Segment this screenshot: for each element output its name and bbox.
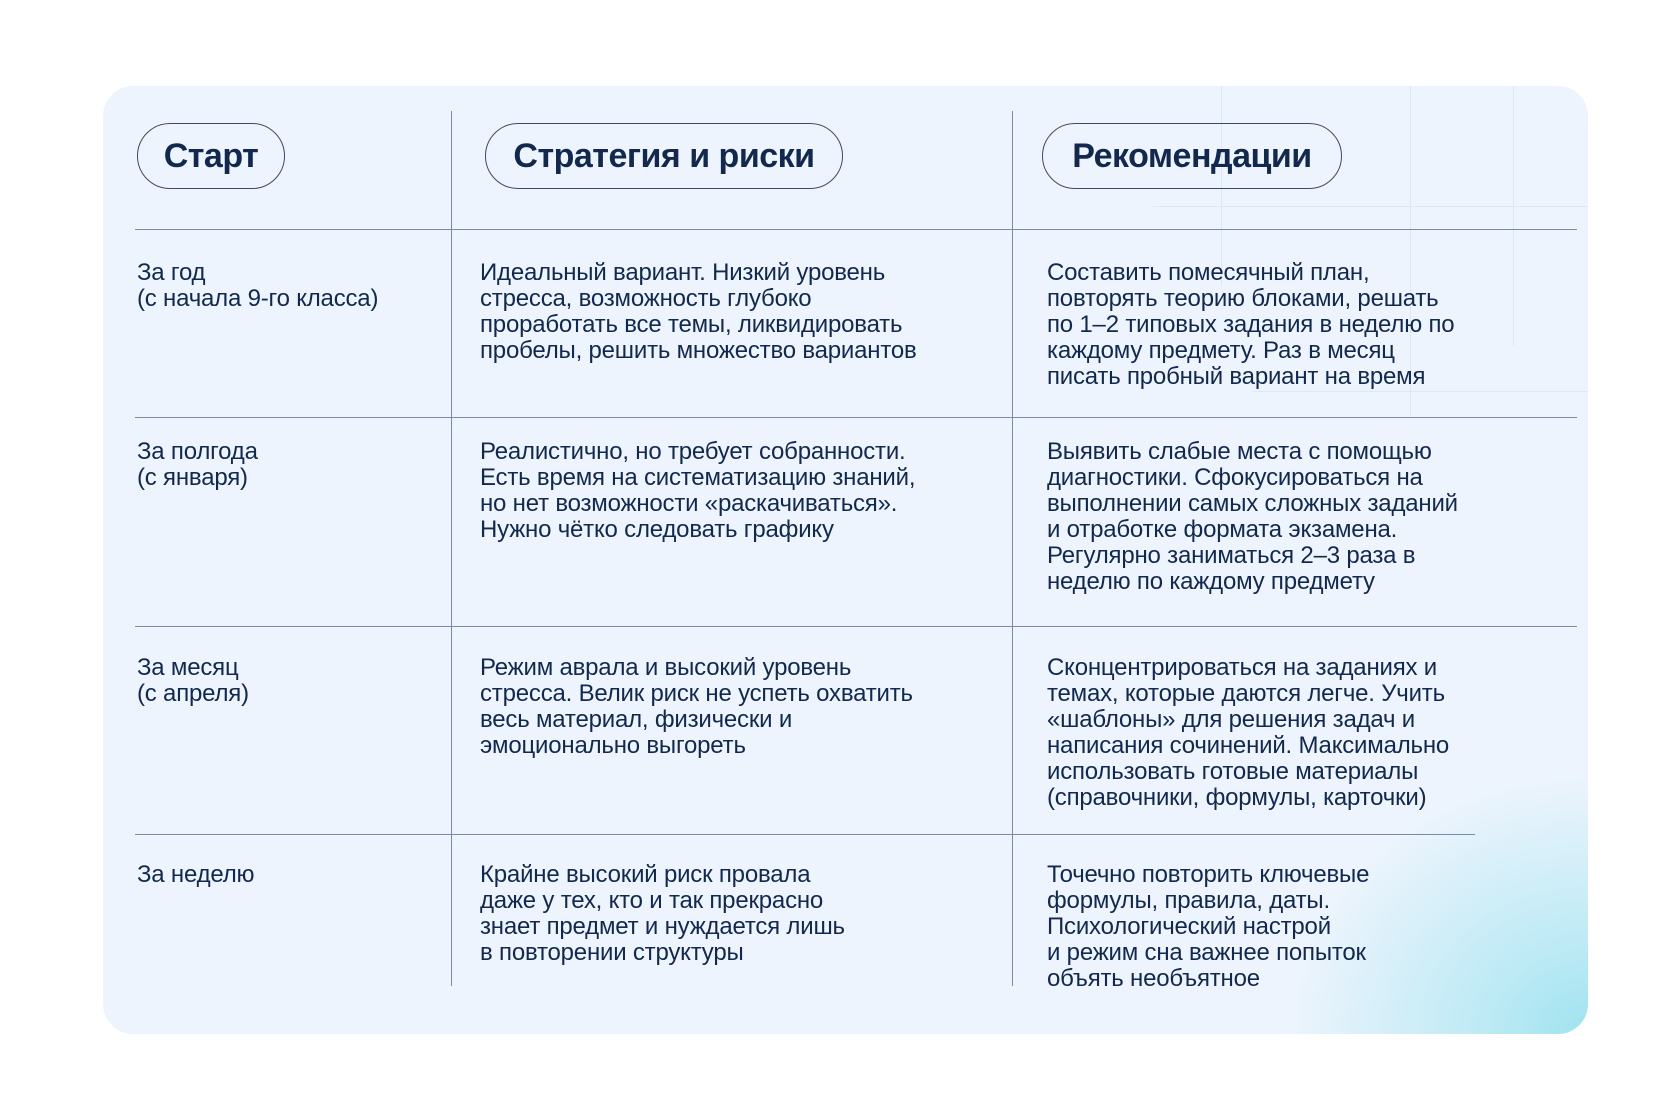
header-strategy-risks: Стратегия и риски	[485, 123, 843, 189]
row-4-recommendations: Точечно повторить ключевые формулы, правила, даты. Психологический настрой и режим сна важнее попыток объять необъятное	[1047, 861, 1370, 992]
row-3-recommendations: Сконцентрироваться на заданиях и темах, которые даются легче. Учить «шаблоны» для решения задач и написания сочинений. Максимально использовать готовые материалы (справочники, формулы, карточки)	[1047, 654, 1450, 811]
row-2-strategy: Реалистично, но требует собранности. Есть время на систематизацию знаний, но нет возможности «раскачиваться». Нужно чётко следовать графику	[480, 438, 916, 543]
row-divider	[135, 229, 1577, 230]
column-divider	[1012, 111, 1013, 986]
row-4-start: За неделю	[137, 861, 255, 888]
header-start: Старт	[137, 123, 285, 189]
row-2-recommendations: Выявить слабые места с помощью диагностики. Сфокусироваться на выполнении самых сложных заданий и отработке формата экзамена. Регулярно заниматься 2–3 раза в неделю по каждому предмету	[1047, 438, 1458, 595]
background-grid-line	[1513, 86, 1514, 346]
background-grid-line	[1253, 391, 1588, 392]
row-1-start: За год (с начала 9-го класса)	[137, 259, 379, 312]
background-grid-line	[1153, 206, 1588, 207]
column-divider	[451, 111, 452, 986]
row-divider	[135, 834, 1475, 835]
row-1-strategy: Идеальный вариант. Низкий уровень стресса, возможность глубоко проработать все темы, ликвидировать пробелы, решить множество вариантов	[480, 259, 917, 364]
comparison-table-card	[103, 86, 1588, 1034]
row-3-start: За месяц (с апреля)	[137, 654, 249, 707]
row-3-strategy: Режим аврала и высокий уровень стресса. Велик риск не успеть охватить весь материал, физически и эмоционально выгореть	[480, 654, 913, 759]
row-divider	[135, 417, 1577, 418]
row-divider	[135, 626, 1577, 627]
row-4-strategy: Крайне высокий риск провала даже у тех, кто и так прекрасно знает предмет и нуждается лишь в повторении структуры	[480, 861, 845, 966]
row-2-start: За полгода (с января)	[137, 438, 258, 491]
row-1-recommendations: Составить помесячный план, повторять теорию блоками, решать по 1–2 типовых задания в неделю по каждому предмету. Раз в месяц писать пробный вариант на время	[1047, 259, 1455, 390]
header-recommendations: Рекомендации	[1042, 123, 1342, 189]
